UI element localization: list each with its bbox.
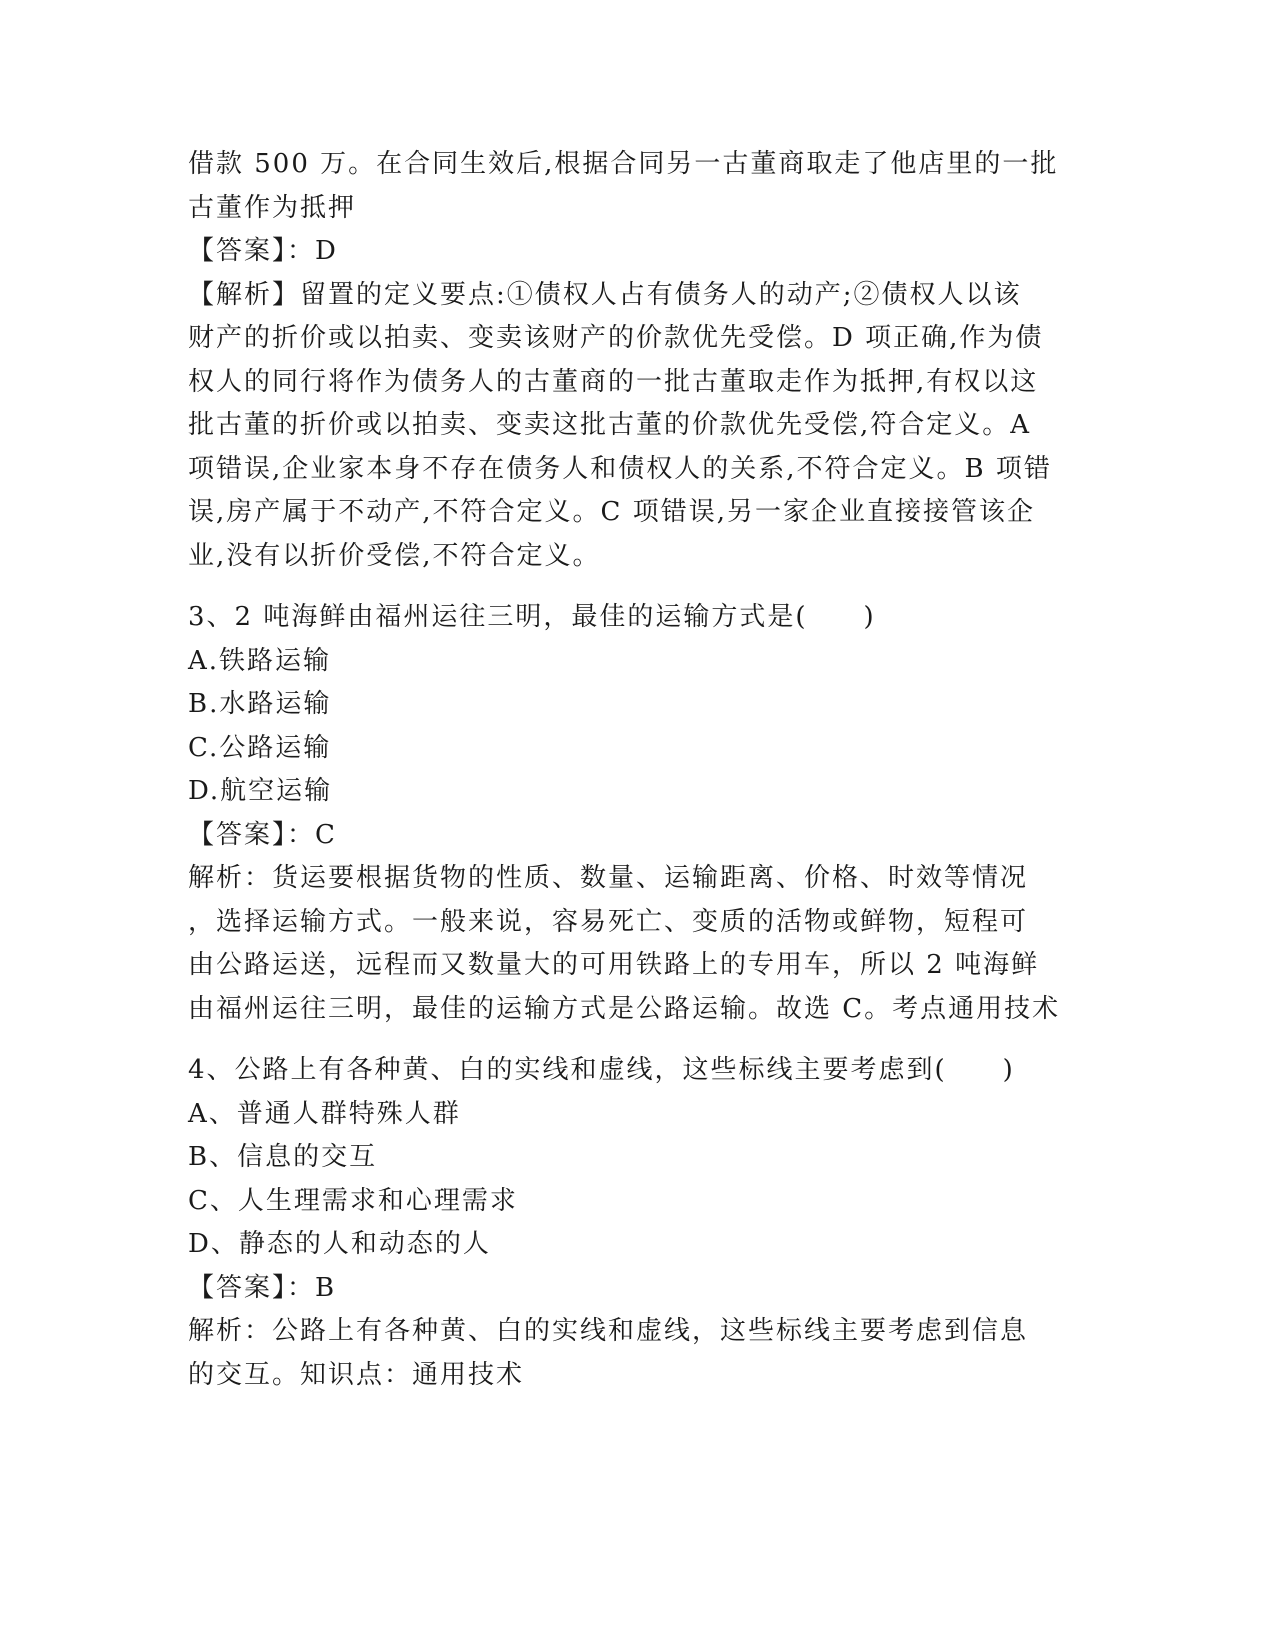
analysis-line: 业,没有以折价受偿,不符合定义。 bbox=[188, 540, 601, 571]
analysis-line: 【解析】留置的定义要点:①债权人占有债务人的动产;②债权人以该 bbox=[188, 279, 1022, 310]
option-b: B.水路运输 bbox=[188, 689, 332, 719]
option-d: D.航空运输 bbox=[188, 776, 333, 806]
question-2-continuation bbox=[188, 143, 1088, 578]
text-line: 借款 500 万。在合同生效后,根据合同另一古董商取走了他店里的一批 bbox=[188, 149, 1059, 179]
document-body bbox=[188, 143, 1088, 1397]
question-3 bbox=[188, 596, 1088, 1031]
analysis-line: 批古董的折价或以拍卖、变卖这批古董的价款优先受偿,符合定义。A bbox=[188, 410, 1032, 440]
analysis-line: 解析：公路上有各种黄、白的实线和虚线，这些标线主要考虑到信息 bbox=[188, 1316, 1029, 1346]
analysis-line: 的交互。知识点：通用技术 bbox=[188, 1359, 525, 1390]
answer-line: 【答案】：C bbox=[188, 819, 337, 850]
analysis-line: 项错误,企业家本身不存在债务人和债权人的关系,不符合定义。B 项错 bbox=[188, 453, 1052, 484]
question-stem: 4、公路上有各种黄、白的实线和虚线，这些标线主要考虑到( ) bbox=[188, 1055, 1015, 1085]
text-line: 古董作为抵押 bbox=[188, 192, 357, 223]
answer-line: 【答案】：D bbox=[188, 236, 338, 266]
analysis-line: 误,房产属于不动产,不符合定义。C 项错误,另一家企业直接接管该企 bbox=[188, 497, 1035, 527]
answer-line: 【答案】：B bbox=[188, 1272, 337, 1303]
analysis-line: 由公路运送，远程而又数量大的可用铁路上的专用车，所以 2 吨海鲜 bbox=[188, 950, 1040, 980]
question-4 bbox=[188, 1049, 1088, 1397]
analysis-line: 权人的同行将作为债务人的古董商的一批古董取走作为抵押,有权以这 bbox=[188, 366, 1039, 397]
analysis-line: 解析：货运要根据货物的性质、数量、运输距离、价格、时效等情况 bbox=[188, 863, 1029, 893]
option-b: B、信息的交互 bbox=[188, 1142, 378, 1172]
analysis-line: 财产的折价或以拍卖、变卖该财产的价款优先受偿。D 项正确,作为债 bbox=[188, 323, 1044, 353]
question-stem: 3、2 吨海鲜由福州运往三明，最佳的运输方式是( ) bbox=[188, 602, 876, 632]
option-d: D、静态的人和动态的人 bbox=[188, 1229, 491, 1259]
option-a: A、普通人群特殊人群 bbox=[188, 1098, 461, 1129]
option-a: A.铁路运输 bbox=[188, 645, 332, 676]
analysis-line: 由福州运往三明，最佳的运输方式是公路运输。故选 C。考点通用技术 bbox=[188, 993, 1061, 1024]
section-gap bbox=[188, 1031, 1088, 1049]
option-c: C.公路运输 bbox=[188, 732, 332, 763]
section-gap bbox=[188, 578, 1088, 596]
option-c: C、人生理需求和心理需求 bbox=[188, 1185, 518, 1216]
analysis-line: ，选择运输方式。一般来说，容易死亡、变质的活物或鲜物，短程可 bbox=[188, 906, 1029, 937]
